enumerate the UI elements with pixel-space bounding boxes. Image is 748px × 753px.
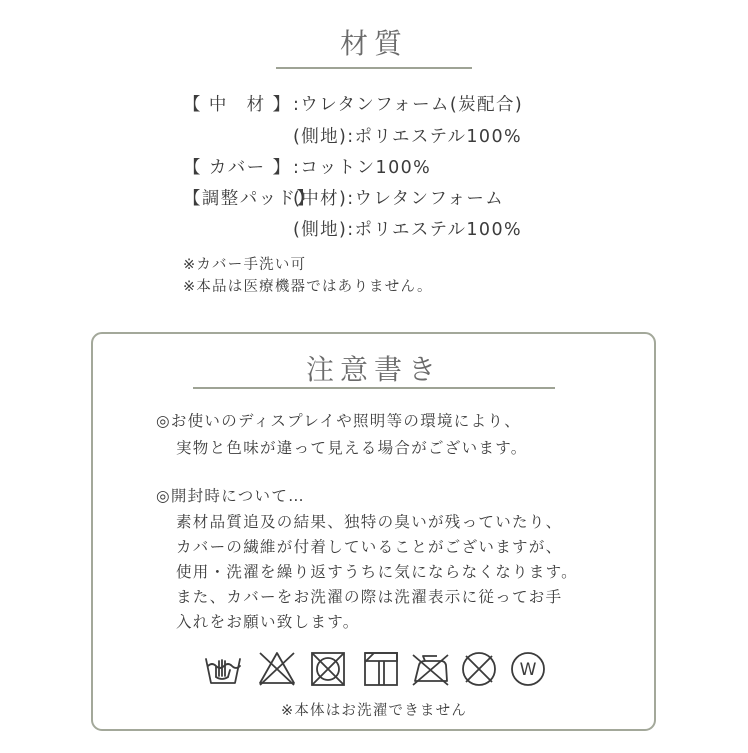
hand-wash-icon: [204, 649, 242, 689]
no-bleach-icon: [258, 649, 296, 689]
material-row-label: 【 中 材 】: [183, 95, 292, 115]
material-heading-rule: [276, 67, 472, 69]
caution-footer: ※本体はお洗濯できません: [280, 703, 468, 719]
caution-line: 入れをお願い致します。: [176, 613, 360, 631]
caution-line: 素材品質追及の結果、独特の臭いが残っていたり、: [176, 513, 563, 531]
caution-line: 使用・洗濯を繰り返すうちに気にならなくなります。: [176, 563, 578, 581]
material-row-value: :コットン100%: [293, 158, 432, 178]
wet-clean-icon: [509, 649, 547, 689]
material-note: ※本品は医療機器ではありません。: [183, 279, 433, 295]
caution-heading-rule: [193, 387, 555, 389]
no-tumble-dry-icon: [309, 649, 347, 689]
caution-line: カバーの繊維が付着していることがございますが、: [176, 538, 563, 556]
material-note: ※カバー手洗い可: [183, 257, 307, 273]
caution-heading: 注意書き: [305, 353, 442, 386]
material-heading: 材質: [339, 27, 408, 60]
material-row-value: :ウレタンフォーム(炭配合): [293, 95, 524, 115]
material-row-value: (側地):ポリエステル100%: [293, 220, 523, 240]
wet-clean-letter: W: [519, 660, 537, 680]
caution-line: ◎お使いのディスプレイや照明等の環境により、: [156, 412, 521, 430]
material-row-value: (側地):ポリエステル100%: [293, 127, 523, 147]
material-row-label: 【 カバー 】: [183, 158, 292, 178]
material-row-label: 【調整パッド】: [183, 189, 316, 209]
no-dry-clean-icon: [460, 649, 498, 689]
material-row-value: (中材):ウレタンフォーム: [293, 189, 505, 209]
caution-line: ◎開封時について…: [156, 487, 305, 505]
caution-line: また、カバーをお洗濯の際は洗濯表示に従ってお手: [176, 588, 563, 606]
line-dry-shade-icon: [362, 649, 400, 689]
caution-line: 実物と色味が違って見える場合がございます。: [176, 439, 528, 457]
no-iron-icon: [411, 649, 449, 689]
